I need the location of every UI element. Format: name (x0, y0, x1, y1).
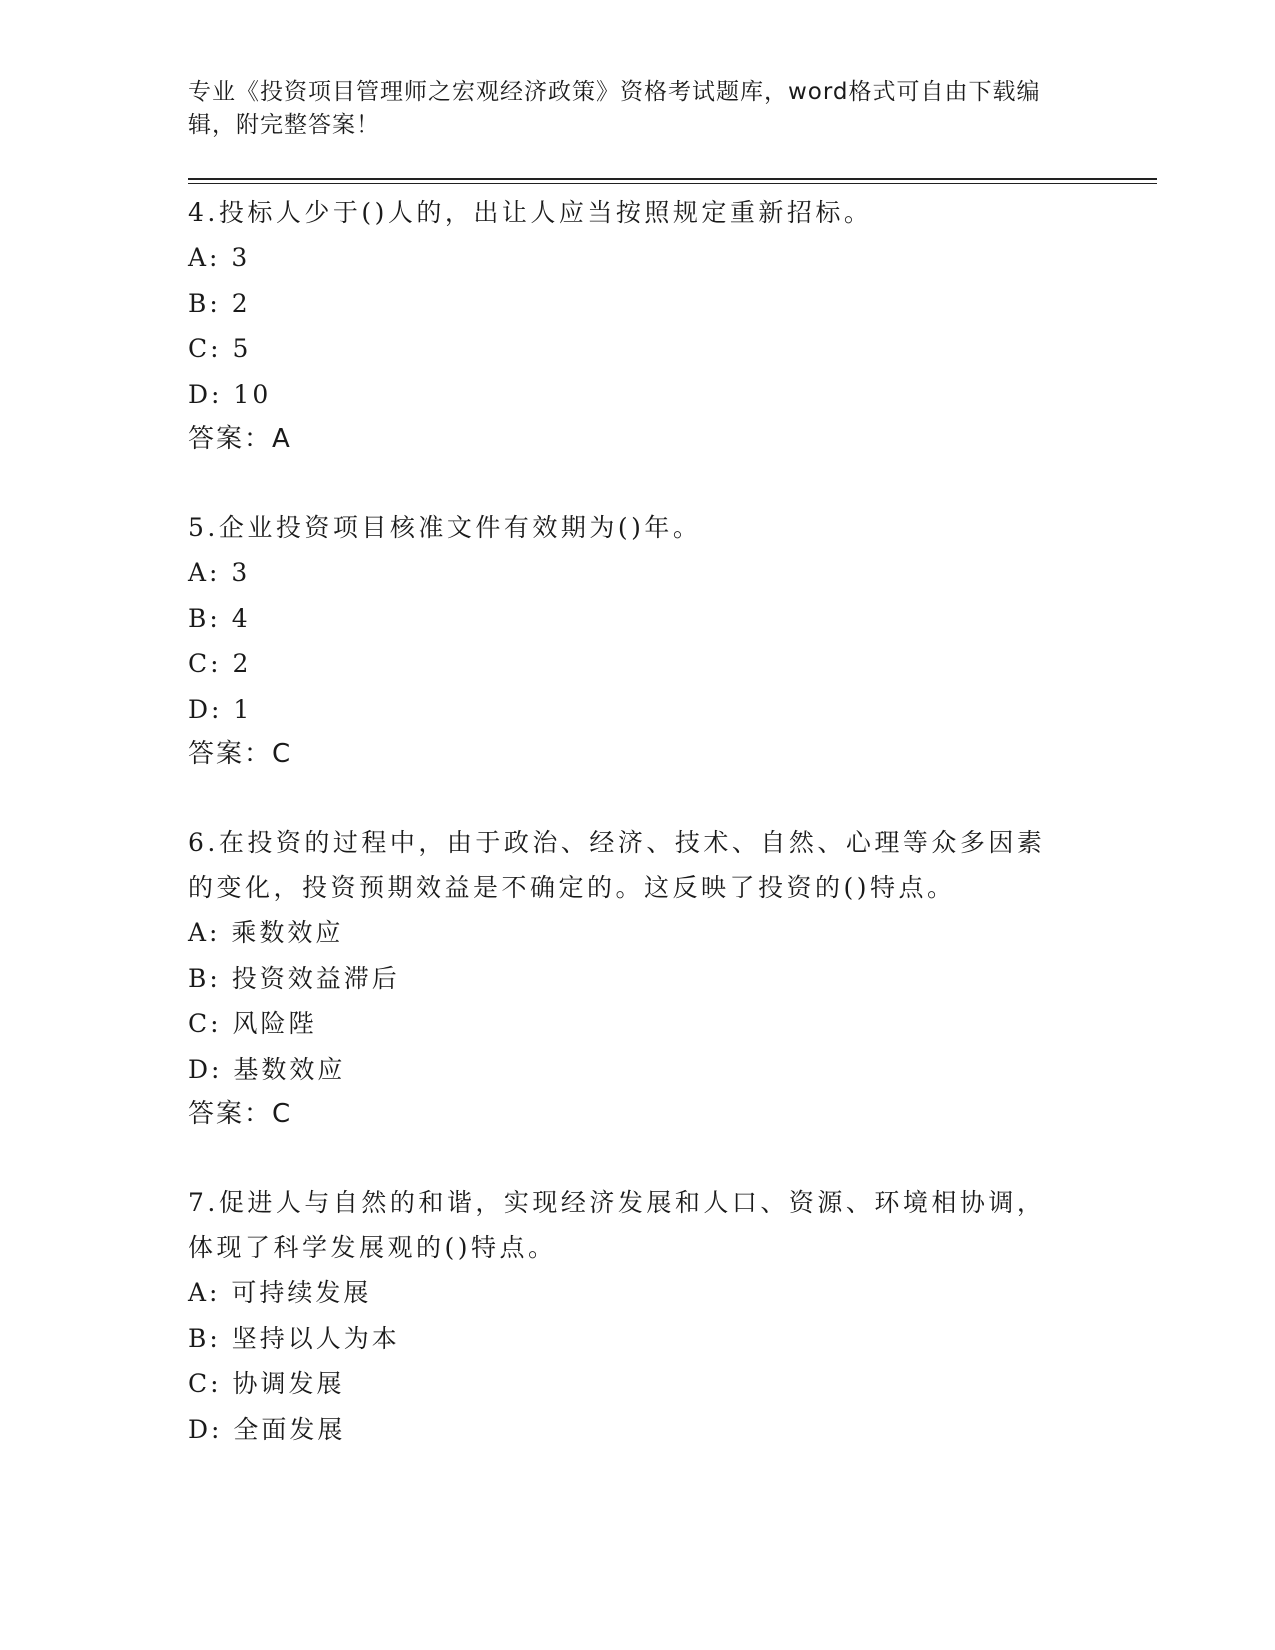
option-c: C: 风险陛 (188, 1009, 317, 1038)
option-a: A: 可持续发展 (188, 1278, 372, 1307)
question-list (188, 190, 1068, 1495)
question-4 (188, 190, 1068, 462)
question-stem: 5.企业投资项目核准文件有效期为()年。 (188, 513, 702, 542)
question-stem: 6.在投资的过程中，由于政治、经济、技术、自然、心理等众多因素的变化，投资预期效益是不确定的。这反映了投资的()特点。 (188, 828, 1046, 902)
option-b: B: 坚持以人为本 (188, 1323, 400, 1353)
option-d: D: 10 (188, 379, 272, 409)
option-c: C: 5 (188, 334, 252, 363)
answer: 答案：C (188, 739, 293, 769)
option-d: D: 全面发展 (188, 1414, 346, 1444)
option-c: C: 2 (188, 649, 252, 678)
question-stem: 4.投标人少于()人的，出让人应当按照规定重新招标。 (188, 198, 873, 227)
question-stem: 7.促进人与自然的和谐，实现经济发展和人口、资源、环境相协调，体现了科学发展观的()特点。 (188, 1188, 1046, 1262)
question-7 (188, 1180, 1068, 1452)
option-d: D: 1 (188, 694, 253, 724)
option-d: D: 基数效应 (188, 1054, 346, 1084)
option-c: C: 协调发展 (188, 1369, 345, 1398)
answer: 答案：C (188, 1099, 293, 1129)
question-6 (188, 820, 1068, 1137)
option-b: B: 投资效益滞后 (188, 963, 400, 993)
option-b: B: 4 (188, 603, 251, 633)
option-a: A: 3 (188, 558, 251, 587)
question-5 (188, 505, 1068, 777)
answer: 答案：A (188, 424, 292, 454)
document-header: 专业《投资项目管理师之宏观经济政策》资格考试题库，word格式可自由下载编辑，附完整答案！ (188, 79, 1041, 138)
header-divider (188, 178, 1157, 184)
option-a: A: 乘数效应 (188, 918, 344, 947)
option-a: A: 3 (188, 243, 251, 272)
option-b: B: 2 (188, 288, 251, 318)
